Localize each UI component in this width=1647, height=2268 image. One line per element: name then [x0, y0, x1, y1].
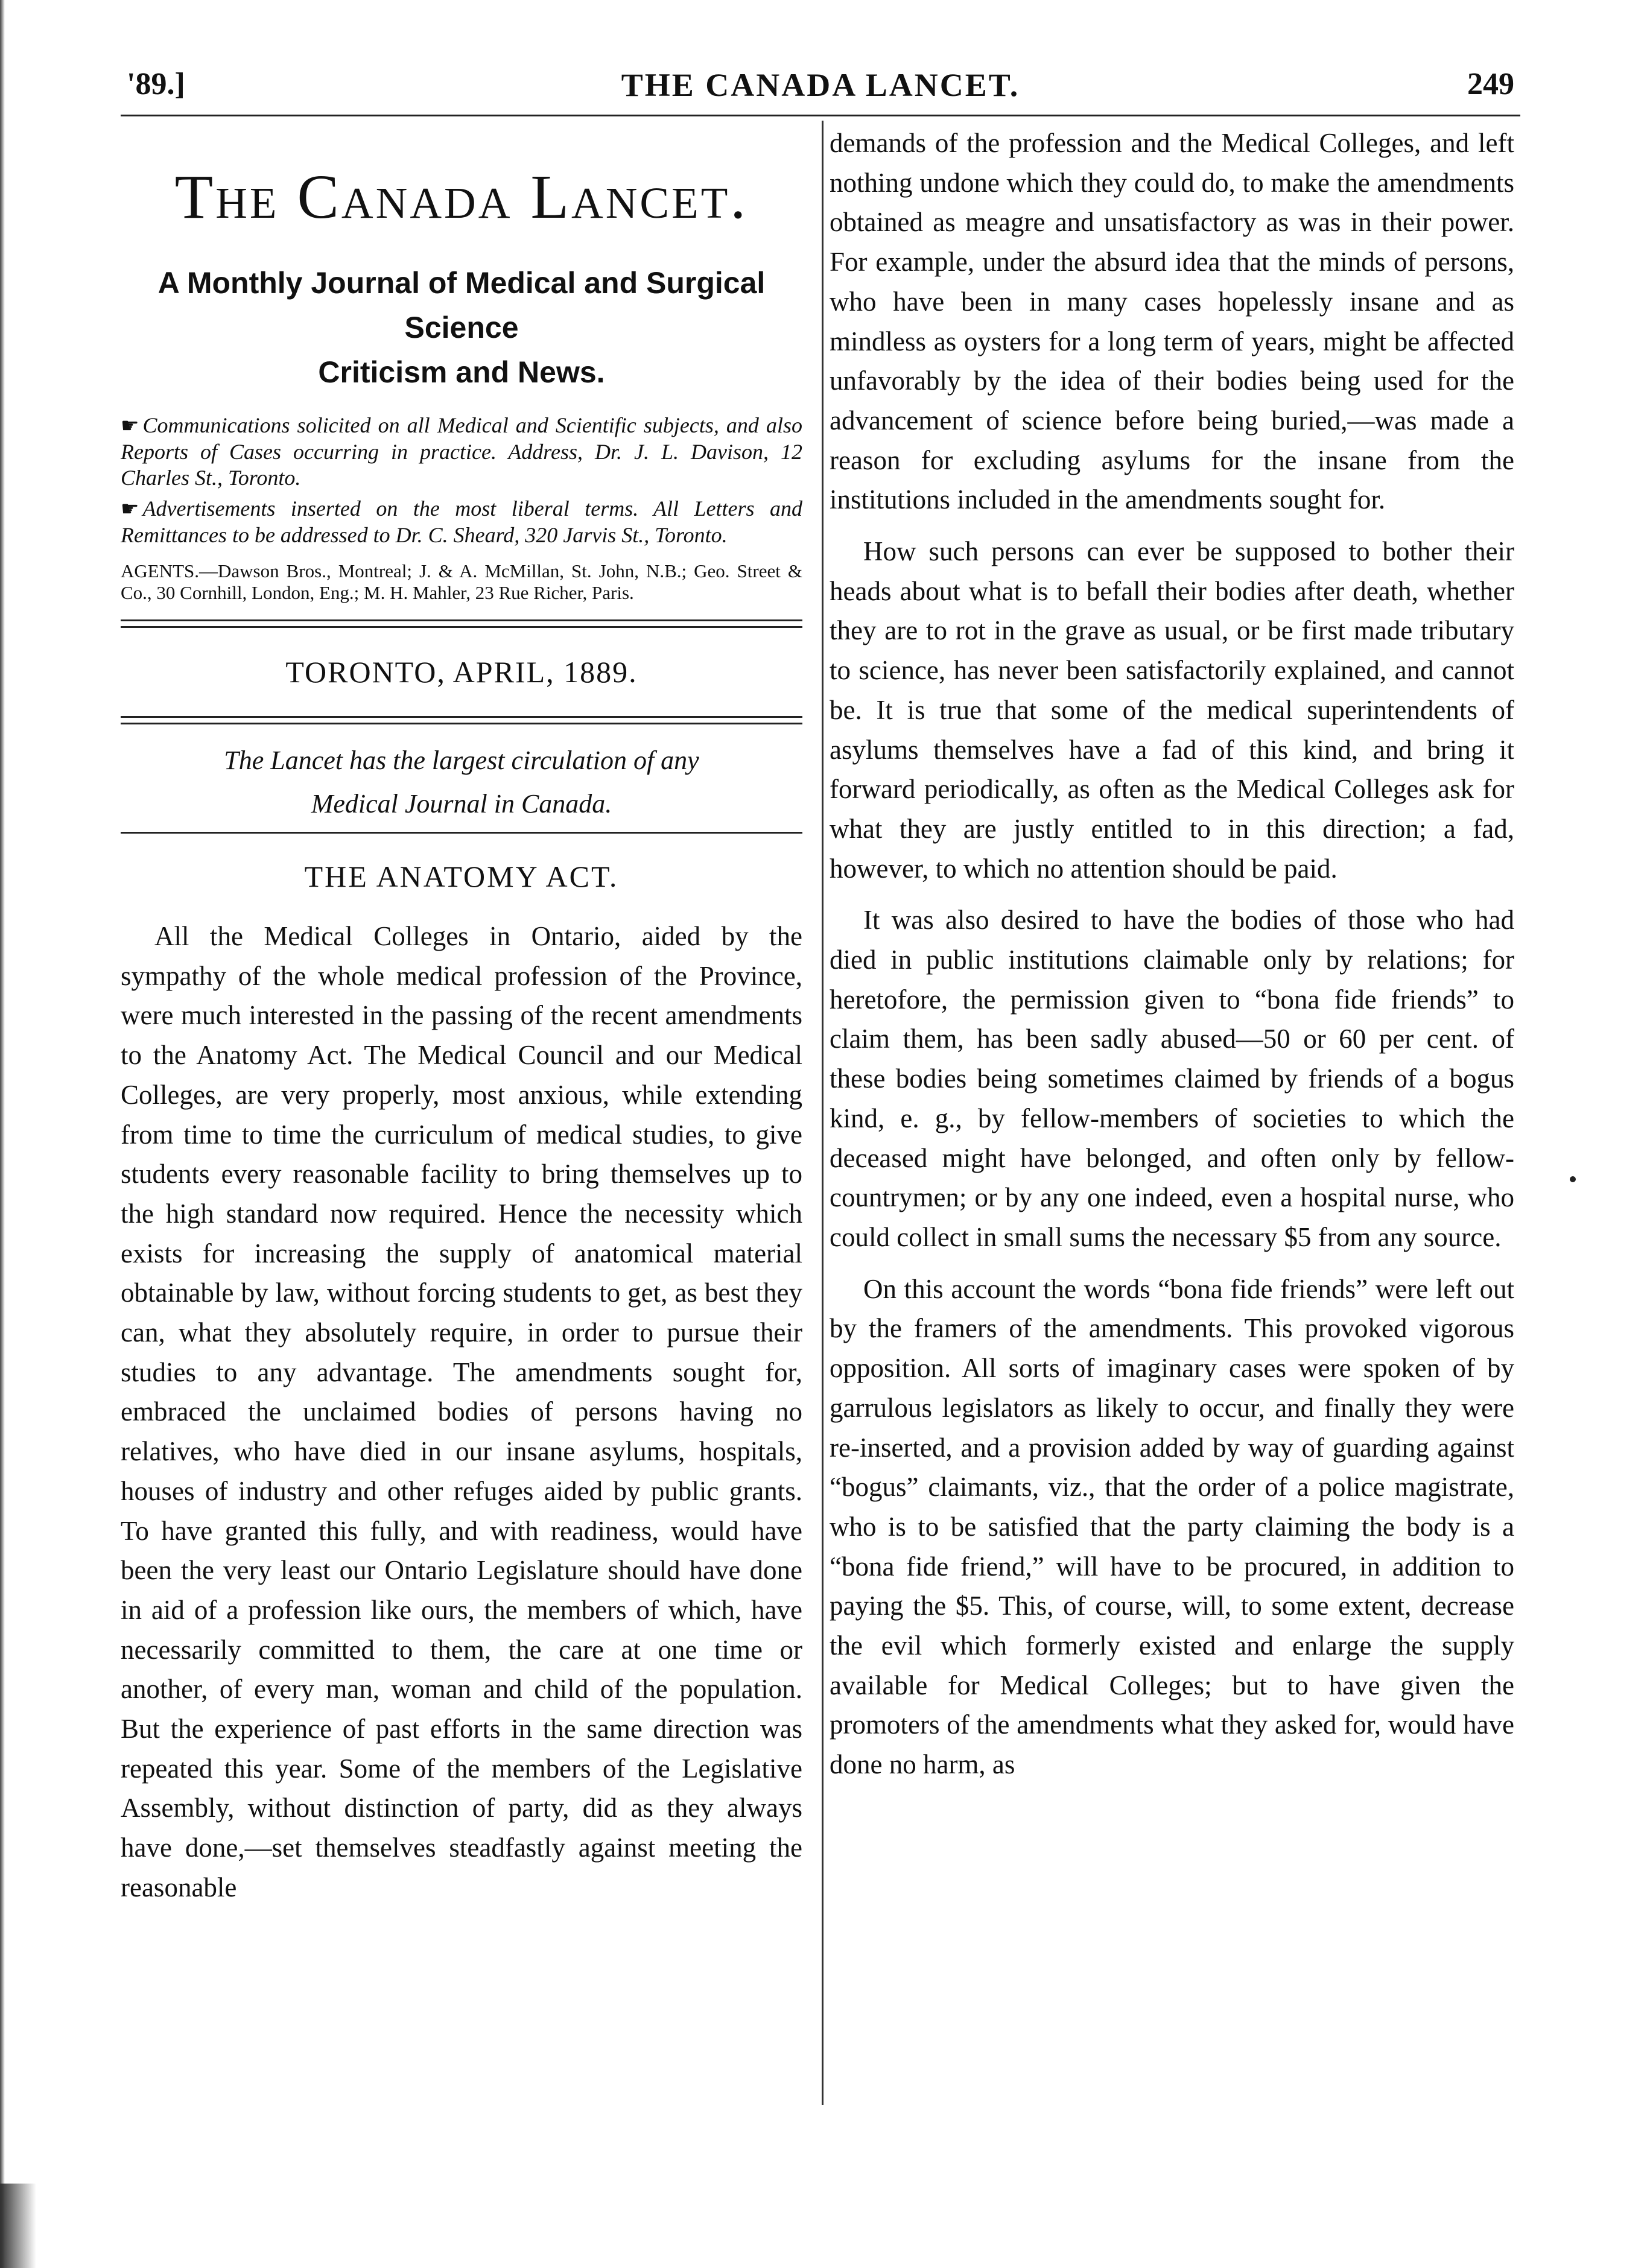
scan-corner-shadow: [0, 2184, 36, 2268]
communications-notice: [121, 413, 802, 491]
journal-subtitle-line1: A Monthly Journal of Medical and Surgical Science: [157, 266, 766, 344]
margin-dot: [1570, 1176, 1576, 1182]
article-paragraph: On this account the words “bona fide friends” were left out by the framers of the amendments. This provoked vigorous opposition. All sorts of imaginary cases were spoken of by garrulous legislators as likely to occur, and finally they were re-inserted, and a provision added by way of guarding against “bogus” claimants, viz., that the order of a police magistrate, who is to be satisfied that the party claiming the body is a “bona fide friend,” will have to be procured, in addition to paying the $5. This, of course, will, to some extent, decrease the evil which formerly existed and enlarge the supply available for Medical Colleges; but to have given the promoters of the amendments what they asked for, would have done no harm, as: [830, 1273, 1514, 1780]
dateline: TORONTO, APRIL, 1889.: [285, 655, 638, 689]
paragraph-gap: [830, 889, 1514, 901]
pointing-hand-icon: ☛: [121, 498, 139, 521]
double-rule: [121, 716, 802, 724]
left-column: [121, 151, 802, 1908]
paragraph-gap: [830, 520, 1514, 532]
advertisements-notice-text: Advertisements inserted on the most liberal terms. All Letters and Remittances to be addressed to Dr. C. Sheard, 320 Jarvis St., Toronto.: [121, 496, 802, 547]
paragraph-gap: [830, 1258, 1514, 1270]
circulation-line2: Medical Journal in Canada.: [311, 789, 612, 819]
journal-subtitle: [121, 261, 802, 394]
advertisements-notice: [121, 496, 802, 548]
article-title: THE ANATOMY ACT.: [304, 860, 619, 893]
article-paragraph: All the Medical Colleges in Ontario, aided by the sympathy of the whole medical profession of the Province, were much interested in the passing of the recent amendments to the Anatomy Act. The Medical Council and our Medical Colleges, are very properly, most anxious, while extending from time to time the curriculum of medical studies, to give students every reasonable facility to bring themselves up to the high standard now required. Hence the necessity which exists for increasing the supply of anatomical material obtainable by law, without forcing students to get, as best they can, what they absolutely require, in order to pursue their studies to any advantage. The amendments sought for, embraced the unclaimed bodies of persons having no relatives, who have died in our insane asylums, hospitals, houses of industry and other refuges aided by public grants. To have granted this fully, and with readiness, would have been the very least our Ontario Legislature should have done in aid of a profession like ours, the members of which, have necessarily committed to them, the care at one time or another, of every man, woman and child of the population. But the experience of past efforts in the same direction was repeated this year. Some of the members of the Legislative Assembly, without distinction of party, did as they always have done,—set themselves steadfastly against meeting the reasonable: [121, 921, 802, 1902]
article-paragraph: How such persons can ever be supposed to bother their heads about what is to befall their bodies after death, whether they are to rot in the grave as usual, or be first made tributary to science, has never been satisfactorily explained, and cannot be. It is true that some of the medical superintendents of asylums themselves have a fad of this kind, and bring it forward periodically, as often as the Medical Colleges ask for what they are justly entitled to in this direction; a fad, however, to which no attention should be paid.: [830, 536, 1514, 884]
header-year: '89.]: [127, 67, 185, 101]
single-rule: [121, 832, 802, 834]
header-title: THE CANADA LANCET.: [621, 67, 1020, 103]
article-body-left: [121, 917, 802, 1908]
pointing-hand-icon: ☛: [121, 415, 139, 437]
double-rule: [121, 619, 802, 628]
circulation-notice: [121, 739, 802, 826]
journal-subtitle-line2: Criticism and News.: [318, 355, 605, 389]
right-column: [830, 124, 1514, 1785]
scan-edge-shadow: [0, 0, 5, 2268]
masthead-title: The Canada Lancet.: [174, 162, 749, 232]
column-divider: [822, 121, 824, 2105]
circulation-line1: The Lancet has the largest circulation of any: [224, 746, 699, 775]
communications-notice-text: Communications solicited on all Medical and Scientific subjects, and also Reports of Cases occurring in practice. Address, Dr. J. L. Davison, 12 Charles St., Toronto.: [121, 413, 802, 490]
header-rule: [121, 115, 1520, 116]
agents-list: AGENTS.—Dawson Bros., Montreal; J. & A. McMillan, St. John, N.B.; Geo. Street & Co., 30 Cornhill, London, Eng.; M. H. Mahler, 23 Rue Richer, Paris.: [121, 560, 802, 603]
article-paragraph: It was also desired to have the bodies of those who had died in public institutions claimable only by relations; for heretofore, the permission given to “bona fide friends” to claim them, has been sadly abused—50 or 60 per cent. of these bodies being sometimes claimed by friends of a bogus kind, e. g., by fellow-members of societies to which the deceased might have belonged, and often only by fellow-countrymen; or by any one indeed, even a hospital nurse, who could collect in small sums the necessary $5 from any source.: [830, 905, 1514, 1252]
running-header: [121, 66, 1520, 115]
page-number: 249: [1467, 67, 1514, 101]
article-paragraph-continued: demands of the profession and the Medical Colleges, and left nothing undone which they could do, to make the amendments obtained as meagre and unsatisfactory as was in their power. For example, under the absurd idea that the minds of persons, who have been in many cases hopelessly insane and as mindless as oysters for a long term of years, might be affected unfavorably by the idea of their bodies being used for the advancement of science before being buried,—was made a reason for excluding asylums for the insane from the institutions included in the amendments sought for.: [830, 128, 1514, 515]
